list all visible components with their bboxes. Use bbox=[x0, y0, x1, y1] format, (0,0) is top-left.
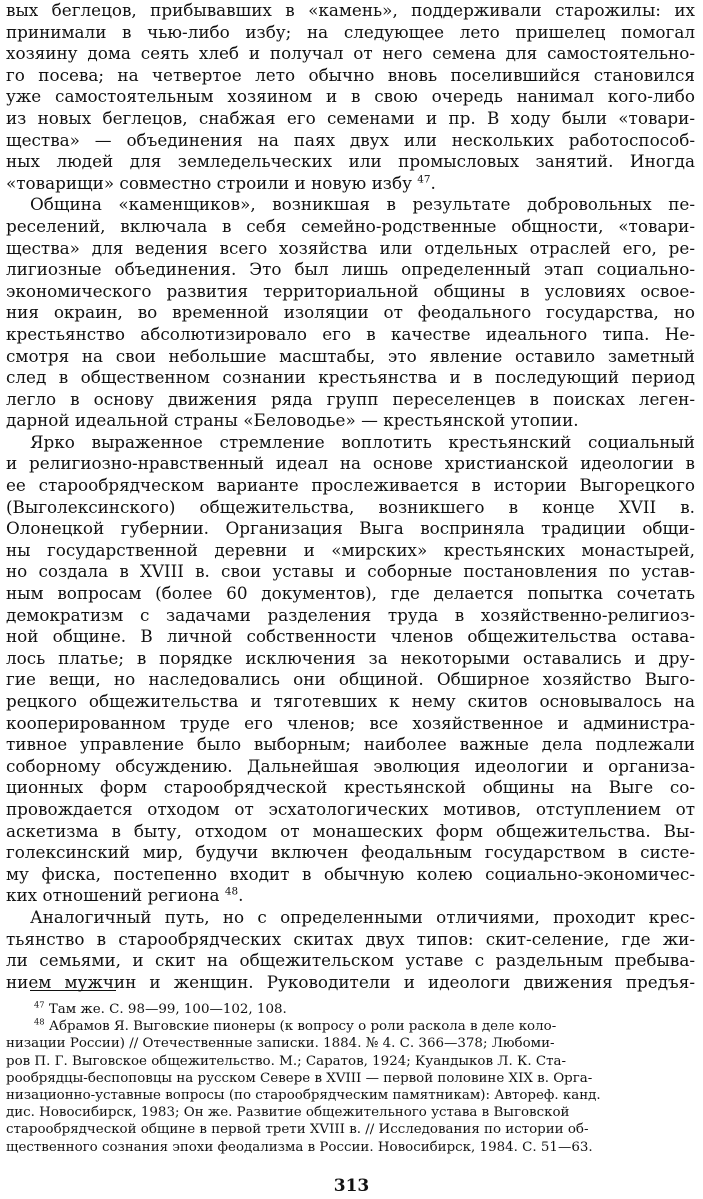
line-text: ли семьями, и скит на общежительском уставе с раздельным пребыва- bbox=[6, 950, 695, 971]
footnote-text: дис. Новосибирск, 1983; Он же. Развитие общежительного устава в Выговской bbox=[6, 1105, 570, 1121]
text-line bbox=[6, 756, 695, 778]
line-text: уже самостоятельным хозяином и в свою очередь нанимал кого-либо bbox=[6, 86, 695, 107]
line-text: провождается отходом от эсхатологических мотивов, отступлением от bbox=[6, 798, 695, 819]
line-text: ным вопросам (более 60 документов), где делается попытка сочетать bbox=[6, 583, 695, 604]
text-line bbox=[6, 907, 695, 929]
line-text: нием мужчин и женщин. Руководители и идеологи движения предъя- bbox=[6, 971, 695, 992]
text-line bbox=[6, 281, 695, 303]
text-line: «товарищи» совместно строили и новую избу $^{47}$. bbox=[6, 172, 436, 193]
footnote-line bbox=[6, 1070, 695, 1087]
text-line bbox=[6, 151, 695, 173]
text-line bbox=[6, 389, 695, 411]
line-text: крестьянство абсолютизировало его в качестве идеального типа. Не- bbox=[6, 323, 695, 344]
line-text: «товарищи» совместно строили и новую избу bbox=[6, 172, 412, 193]
footnote-text: Абрамов Я. Выговские пионеры (к вопросу о роли раскола в деле коло- bbox=[48, 1019, 557, 1035]
text-line: ких отношений региона $^{48}$. bbox=[6, 885, 244, 906]
line-text: щества» — объединения на паях двух или нескольких работоспособ- bbox=[6, 129, 695, 150]
line-text: (Выголексинского) общежительства, возникшего в конце XVII в. bbox=[6, 496, 695, 517]
line-text: лигиозные объединения. Это был лишь определенный этап социально- bbox=[6, 259, 695, 280]
line-text: принимали в чью-либо избу; на следующее лето пришелец помогал bbox=[6, 21, 695, 42]
line-text: ны государственной деревни и «мирских» крестьянских монастырей, bbox=[6, 539, 695, 560]
text-line bbox=[6, 302, 695, 324]
footnote-line bbox=[6, 1035, 695, 1052]
line-text: кооперированном труде его членов; все хозяйственное и администра- bbox=[6, 712, 695, 733]
footnote-text: низационно-уставные вопросы (по старообрядческим памятникам): Автореф. канд. bbox=[6, 1088, 601, 1104]
footnote-line bbox=[6, 1001, 695, 1018]
text-line bbox=[6, 22, 695, 44]
text-line bbox=[6, 864, 695, 886]
footnote-text: Там же. С. 98—99, 100—102, 108. bbox=[48, 1002, 287, 1017]
text-line bbox=[6, 842, 695, 864]
footnote-line bbox=[6, 1121, 695, 1138]
line-text: ния окраин, во временной изоляции от феодального государства, но bbox=[6, 302, 695, 323]
text-line bbox=[6, 0, 695, 22]
line-text: голексинский мир, будучи включен феодальным государством в систе- bbox=[6, 842, 695, 863]
text-line bbox=[6, 130, 695, 152]
footnote-line bbox=[6, 1018, 695, 1035]
footnote-line bbox=[6, 1053, 695, 1070]
line-text: лось платье; в порядке исключения за некоторыми оставались и дру- bbox=[6, 647, 695, 668]
footnote-text: низации России) // Отечественные записки. 1884. № 4. С. 366—378; Любоми- bbox=[6, 1036, 555, 1052]
line-text: Ярко выраженное стремление воплотить крестьянский социальный bbox=[30, 431, 695, 452]
footnote-rule bbox=[30, 990, 116, 991]
text-line bbox=[6, 43, 695, 65]
line-text: из новых беглецов, снабжая его семенами и пр. В ходу были «товари- bbox=[6, 107, 695, 128]
line-text: ких отношений региона bbox=[6, 885, 220, 906]
line-text: тивное управление было выборным; наиболее важные дела подлежали bbox=[6, 734, 695, 755]
line-text: щества» для ведения всего хозяйства или отдельных отраслей его, ре- bbox=[6, 237, 695, 258]
text-line bbox=[6, 432, 695, 454]
page-number: 313 bbox=[333, 1176, 370, 1196]
text-line bbox=[6, 540, 695, 562]
text-line bbox=[6, 346, 695, 368]
text-line bbox=[6, 821, 695, 843]
line-text: и религиозно-нравственный идеал на основе христианской идеологии в bbox=[6, 453, 695, 474]
text-line bbox=[6, 216, 695, 238]
text-line bbox=[6, 453, 695, 475]
footnote-line bbox=[6, 1104, 695, 1121]
footnote-line bbox=[6, 1087, 695, 1104]
footnote-line bbox=[6, 1139, 695, 1156]
line-text: дарной идеальной страны «Беловодье» — крестьянской утопии. bbox=[6, 410, 579, 431]
line-text: соборному обсуждению. Дальнейшая эволюция идеологии и организа- bbox=[6, 755, 695, 776]
text-line bbox=[6, 799, 695, 821]
text-line bbox=[6, 65, 695, 87]
line-text: смотря на свои небольшие масштабы, это явление оставило заметный bbox=[6, 345, 695, 366]
line-text: го посева; на четвертое лето обычно вновь поселившийся становился bbox=[6, 64, 695, 85]
text-line bbox=[6, 497, 695, 519]
footnote-text: старообрядческой общине в первой трети XVIII в. // Исследования по истории об- bbox=[6, 1122, 589, 1138]
line-text: вых беглецов, прибывавших в «камень», поддерживали старожилы: их bbox=[6, 0, 695, 20]
text-line bbox=[6, 777, 695, 799]
text-line bbox=[6, 475, 695, 497]
footnote-text: щественного сознания эпохи феодализма в России. Новосибирск, 1984. С. 51—63. bbox=[6, 1139, 593, 1155]
text-line bbox=[6, 669, 695, 691]
text-line bbox=[6, 194, 695, 216]
line-text: рецкого общежительства и тяготевших к нему скитов основывалось на bbox=[6, 691, 695, 711]
line-text: гие вещи, но наследовались они общиной. Обширное хозяйство Выго- bbox=[6, 669, 695, 690]
text-line bbox=[6, 713, 695, 735]
text-line bbox=[6, 950, 695, 972]
text-line bbox=[6, 691, 695, 713]
footnote-reference: 47 bbox=[417, 173, 431, 186]
footnote-marker: 47 bbox=[34, 999, 45, 1010]
line-text: но создала в XVIII в. свои уставы и соборные постановления по устав- bbox=[6, 561, 695, 582]
text-line bbox=[6, 238, 695, 260]
line-text: ее старообрядческом варианте прослеживается в истории Выгорецкого bbox=[6, 475, 695, 496]
text-line bbox=[6, 561, 695, 583]
footnote-text: ров П. Г. Выговское общежительство. М.; Саратов, 1924; Куандыков Л. К. Ста- bbox=[6, 1053, 567, 1069]
text-line bbox=[6, 626, 695, 648]
line-text: му фиска, постепенно входит в обычную колею социально-экономичес- bbox=[6, 863, 695, 884]
footnote-reference: 48 bbox=[224, 885, 239, 898]
text-line bbox=[6, 929, 695, 951]
line-text: экономического развития территориальной общины в условиях освое- bbox=[6, 280, 695, 301]
line-text: ных людей для земледельческих или промысловых занятий. Иногда bbox=[6, 151, 695, 172]
line-text: ционных форм старообрядческой крестьянской общины на Выге со- bbox=[6, 777, 695, 798]
text-line bbox=[6, 518, 695, 540]
line-text: реселений, включала в себя семейно-родственные общности, «товари- bbox=[6, 215, 695, 236]
body-text bbox=[6, 0, 695, 993]
line-text: легло в основу движения ряда групп переселенцев в поисках леген- bbox=[6, 388, 695, 409]
text-line bbox=[6, 648, 695, 670]
text-line bbox=[6, 734, 695, 756]
text-line bbox=[6, 410, 695, 432]
footnote-marker: 48 bbox=[34, 1016, 45, 1027]
footnotes bbox=[6, 1001, 695, 1156]
line-text: демократизм с задачами разделения труда в хозяйственно-религиоз- bbox=[6, 604, 695, 625]
line-text: Аналогичный путь, но с определенными отличиями, проходит крес- bbox=[30, 906, 695, 927]
line-text: Олонецкой губернии. Организация Выга восприняла традиции общи- bbox=[6, 518, 695, 539]
text-line bbox=[6, 583, 695, 605]
text-line bbox=[6, 259, 695, 281]
line-text: аскетизма в быту, отходом от монашеских форм общежительства. Вы- bbox=[6, 820, 695, 841]
footnote-text: рообрядцы-беспоповцы на русском Севере в XVIII — первой половине XIX в. Орга- bbox=[6, 1070, 593, 1086]
line-text: Община «каменщиков», возникшая в результате добровольных пе- bbox=[30, 194, 695, 215]
line-text: след в общественном сознании крестьянства и в последующий период bbox=[6, 367, 695, 388]
text-line bbox=[6, 86, 695, 108]
line-text: хозяину дома сеять хлеб и получал от него семена для самостоятельно- bbox=[6, 43, 695, 64]
text-line bbox=[6, 367, 695, 389]
text-line bbox=[6, 108, 695, 130]
line-text: тьянство в старообрядческих скитах двух типов: скит-селение, где жи- bbox=[6, 928, 695, 949]
line-text: ной общине. В личной собственности членов общежительства остава- bbox=[6, 626, 695, 647]
text-line bbox=[6, 324, 695, 346]
text-line bbox=[6, 605, 695, 627]
